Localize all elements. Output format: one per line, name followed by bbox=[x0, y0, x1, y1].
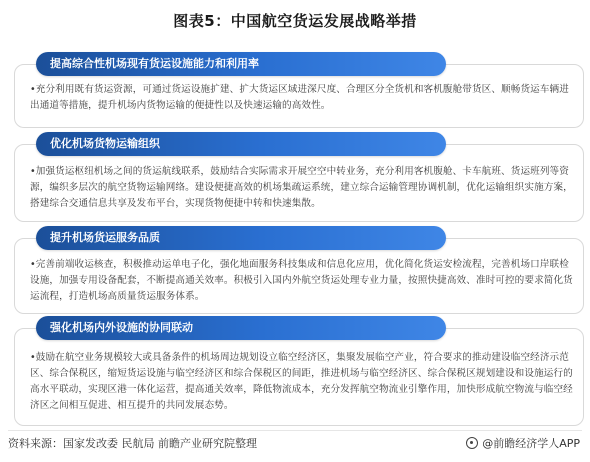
brand-logo-icon bbox=[466, 437, 478, 449]
section-text: •加强货运枢纽机场之间的货运航线联系，鼓励结合实际需求开展空空中转业务，充分利用客机腹舱、卡车航班、货运班列等资源，编织多层次的航空货物运输网络。建设便捷高效的机场集疏运系统，建立综合运输管理协调机制，优化运输组织实施方案，搭建综合交通信息共享及发布平台，实现货物便捷中转和快速集散。 bbox=[30, 166, 573, 209]
brand-credit bbox=[466, 435, 580, 451]
page-title: 图表5：中国航空货运发展战略举措 bbox=[173, 12, 417, 30]
section-2 bbox=[8, 132, 590, 222]
section-1 bbox=[8, 52, 590, 128]
section-text: •鼓励在航空业务规模较大或具备条件的机场周边规划设立临空经济区，集聚发展临空产业，符合要求的推动建设临空经济示范区、综合保税区，缩短货运设施与临空经济区和综合保税区的间距，推进机场与临空经济区、综合保税区规划建设和设施运行的高水平联动，实现区港一体化运营，提高通关效率，降低物流成本，充分发挥航空物流业引擎作用，加快形成航空物流与临空经济区之间相互促进、相互提升的共同发展态势。 bbox=[30, 352, 573, 411]
footer-divider bbox=[8, 430, 582, 431]
section-header: 强化机场内外设施的协同联动 bbox=[36, 316, 446, 340]
section-text: •完善前端收运核查，积极推动运单电子化，强化地面服务科技集成和信息化应用，优化简化货运安检流程，完善机场口岸联检设施，加强专用设备配套，不断提高通关效率。积极引入国内外航空货运处理专业力量，按照快捷高效、准时可控的要求简化货运流程，打造机场高质量货运服务体系。 bbox=[30, 259, 573, 302]
section-4 bbox=[8, 316, 590, 426]
section-3 bbox=[8, 226, 590, 314]
brand-label: @前瞻经济学人APP bbox=[482, 437, 580, 450]
section-text: •充分利用既有货运资源，可通过货运设施扩建、扩大货运区域进深尺度、合理区分全货机和客机腹舱带货区、顺畅货运车辆进出通道等措施，提升机场内货物运输的便捷性以及快速运输的高效性。 bbox=[30, 84, 569, 111]
section-header: 提高综合性机场现有货运设施能力和利用率 bbox=[36, 52, 446, 76]
section-header: 优化机场货物运输组织 bbox=[36, 132, 446, 156]
section-header: 提升机场货运服务品质 bbox=[36, 226, 446, 250]
source-note: 资料来源：国家发改委 民航局 前瞻产业研究院整理 bbox=[8, 437, 257, 450]
